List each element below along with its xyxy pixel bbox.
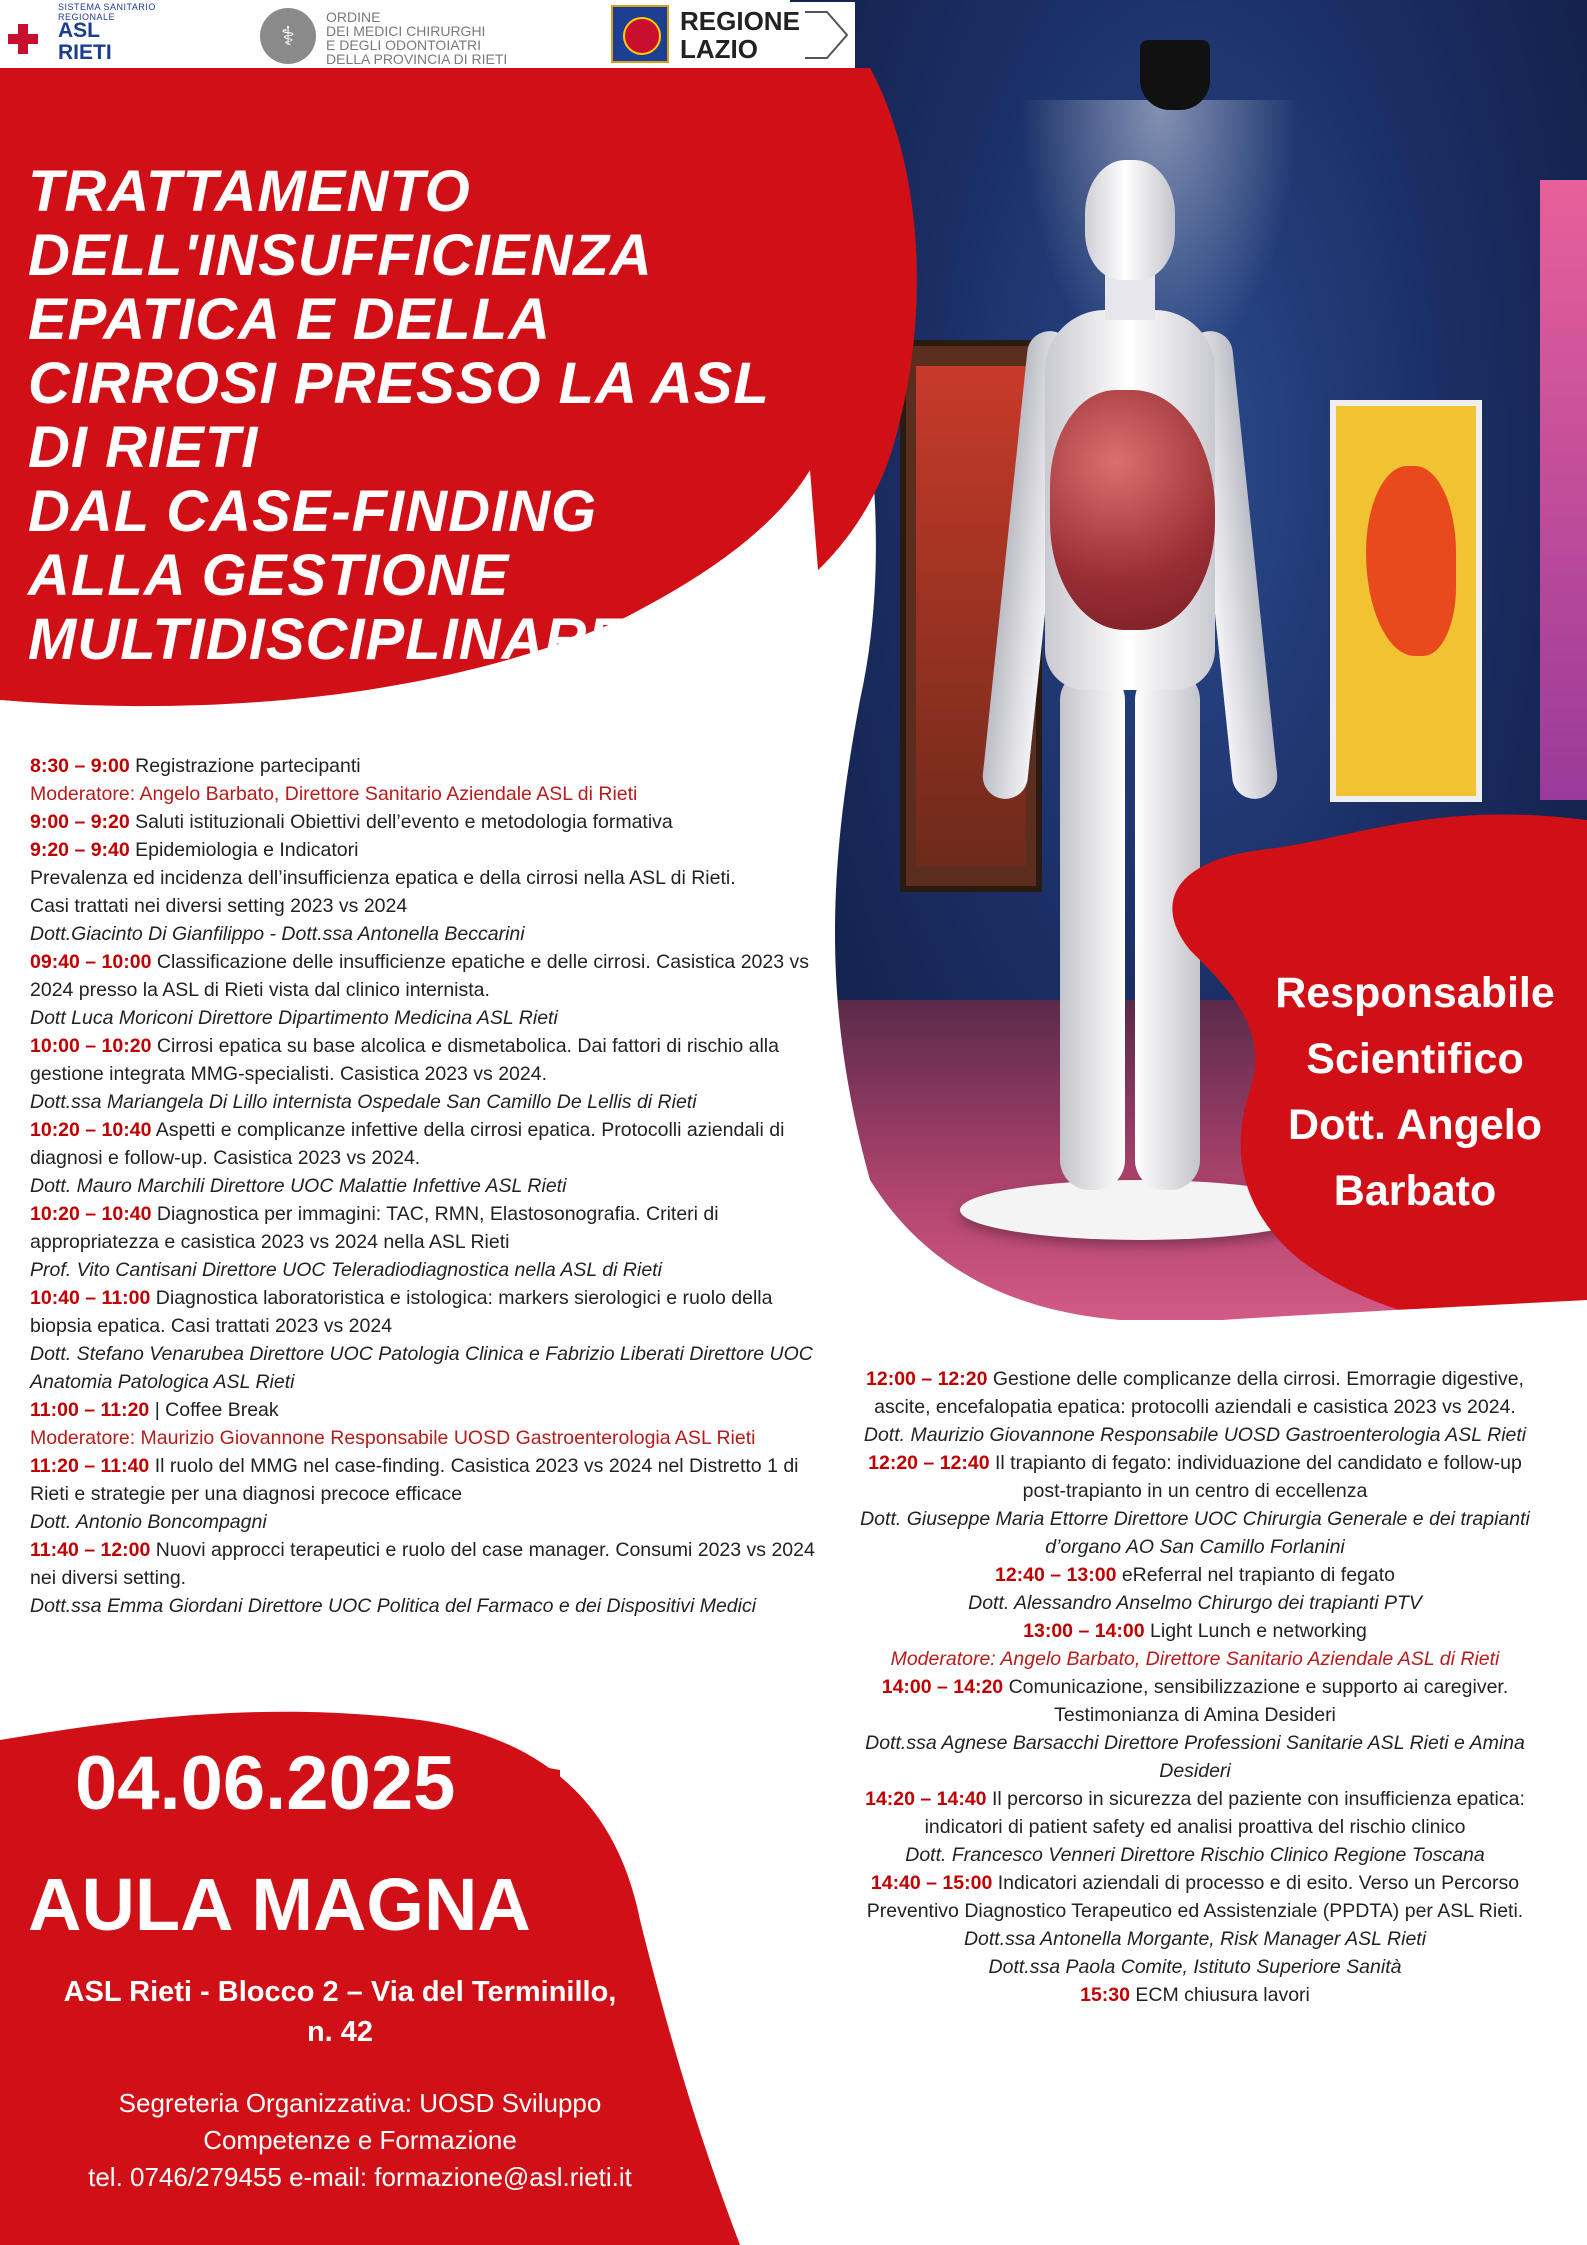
title-line: ALLA GESTIONE (28, 543, 510, 608)
title-line: TRATTAMENTO (28, 159, 471, 224)
regione-label: REGIONE (680, 6, 800, 36)
session-speaker: Dott.ssa Antonella Morgante, Risk Manager ASL Rieti (963, 1928, 1427, 1950)
scientific-lead-line: Responsabile (1275, 969, 1555, 1017)
session-topic: Il ruolo del MMG nel case-finding. Casistica 2023 vs 2024 nel Distretto 1 di Rieti e strategie per una diagnosi precoce efficace (30, 1455, 799, 1505)
session-speaker: Dott.ssa Agnese Barsacchi Direttore Professioni Sanitarie ASL Rieti e Amina Desideri (865, 1732, 1525, 1782)
session-topic: ECM chiusura lavori (1129, 1984, 1310, 2006)
event-address (0, 1972, 680, 2052)
program-session (30, 1536, 820, 1592)
session-time: 15:30 (1080, 1984, 1130, 2006)
session-topic: Registrazione partecipanti (129, 755, 361, 777)
session-description: Prevalenza ed incidenza dell’insufficienza epatica e della cirrosi nella ASL di Rieti. (30, 867, 736, 889)
session-time: 12:00 – 12:20 (866, 1368, 988, 1390)
session-topic: | Coffee Break (149, 1399, 279, 1421)
asl-city-label: RIETI (58, 41, 112, 64)
program-session (30, 808, 820, 836)
session-time: 09:40 – 10:00 (30, 951, 152, 973)
session-time: 12:20 – 12:40 (868, 1452, 990, 1474)
session-speaker: Prof. Vito Cantisani Direttore UOC Teleradiodiagnostica nella ASL di Rieti (30, 1259, 662, 1281)
session-time: 8:30 – 9:00 (30, 755, 130, 777)
asl-system-label: SISTEMA SANITARIO REGIONALE (58, 2, 156, 22)
ordine-medici-logo (260, 6, 590, 68)
program-afternoon (855, 1365, 1535, 2009)
session-speaker: Dott.ssa Paola Comite, Istituto Superiore Sanità (988, 1956, 1402, 1978)
session-time: 12:40 – 13:00 (994, 1564, 1117, 1586)
program-session (855, 1673, 1535, 1729)
program-session (30, 1032, 820, 1088)
program-morning (30, 752, 820, 1620)
program-session (30, 1396, 820, 1424)
title-line: EPATICA E DELLA (28, 287, 552, 352)
secretariat-line: Competenze e Formazione (203, 2125, 517, 2155)
session-topic: Light Lunch e networking (1144, 1620, 1367, 1642)
event-venue: AULA MAGNA (28, 1863, 531, 1946)
program-session (30, 948, 820, 1004)
session-time: 10:00 – 10:20 (30, 1035, 152, 1057)
title-line: DAL CASE-FINDING (28, 479, 598, 544)
session-speaker: Dott. Francesco Venneri Direttore Rischio Clinico Regione Toscana (905, 1844, 1485, 1866)
session-topic: Indicatori aziendali di processo e di esito. Verso un Percorso Preventivo Diagnostico Terapeutico ed Assistenziale (PPDTA) per ASL Rieti. (866, 1872, 1524, 1922)
scientific-lead-line: Dott. Angelo (1288, 1101, 1542, 1149)
program-session (30, 836, 820, 864)
organizing-secretariat (0, 2085, 720, 2196)
session-speaker: Dott. Stefano Venarubea Direttore UOC Patologia Clinica e Fabrizio Liberati Direttore UOC Anatomia Patologica ASL Rieti (30, 1343, 813, 1393)
program-session (855, 1365, 1535, 1421)
event-date: 04.06.2025 (75, 1741, 456, 1826)
asl-name-label: ASL (58, 19, 100, 42)
session-topic: Gestione delle complicanze della cirrosi. Emorragie digestive, ascite, encefalopatia epatica: protocolli aziendali e casistica 2023 vs 2024. (874, 1368, 1524, 1418)
session-time: 9:20 – 9:40 (30, 839, 130, 861)
session-time: 14:20 – 14:40 (865, 1788, 987, 1810)
scientific-lead-line: Barbato (1333, 1167, 1497, 1215)
session-time: 11:00 – 11:20 (30, 1399, 150, 1421)
title-line: DI RIETI (28, 415, 259, 480)
session-topic: Epidemiologia e Indicatori (129, 839, 359, 861)
session-topic: Diagnostica per immagini: TAC, RMN, Elastosonografia. Criteri di appropriatezza e casistica 2023 vs 2024 nella ASL Rieti (30, 1203, 719, 1253)
title-line: MULTIDISCIPLINARE (28, 607, 628, 672)
address-line: ASL Rieti - Blocco 2 – Via del Terminillo, (63, 1976, 617, 2008)
scientific-lead (1250, 960, 1580, 1224)
program-session (30, 1452, 820, 1508)
session-time: 14:40 – 15:00 (870, 1872, 993, 1894)
session-topic: Nuovi approcci terapeutici e ruolo del case manager. Consumi 2023 vs 2024 nei diversi setting. (30, 1539, 815, 1589)
program-session (30, 1200, 820, 1256)
medical-cross-icon (8, 24, 38, 54)
session-time: 11:20 – 11:40 (30, 1455, 150, 1477)
regione-lazio-logo (608, 2, 855, 68)
session-topic: Saluti istituzionali Obiettivi dell’evento e metodologia formativa (129, 811, 673, 833)
program-session (855, 1869, 1535, 1925)
session-topic: eReferral nel trapianto di fegato (1116, 1564, 1396, 1586)
session-speaker: Dott.ssa Mariangela Di Lillo internista Ospedale San Camillo De Lellis di Rieti (30, 1091, 697, 1113)
session-time: 11:40 – 12:00 (30, 1539, 151, 1561)
session-moderator: Moderatore: Maurizio Giovannone Responsabile UOSD Gastroenterologia ASL Rieti (30, 1427, 756, 1449)
caduceus-icon: ⚕ (260, 8, 316, 64)
session-time: 9:00 – 9:20 (30, 811, 130, 833)
session-topic: Cirrosi epatica su base alcolica e dismetabolica. Dai fattori di rischio alla gestione integrata MMG-specialisti. Casistica 2023 vs 2024. (30, 1035, 779, 1085)
scientific-lead-line: Scientifico (1306, 1035, 1524, 1083)
omceo-line: E DEGLI ODONTOIATRI (326, 37, 482, 53)
session-moderator: Moderatore: Angelo Barbato, Direttore Sanitario Aziendale ASL di Rieti (30, 783, 638, 805)
omceo-line: ORDINE (326, 9, 381, 25)
session-speaker: Dott. Maurizio Giovannone Responsabile UOSD Gastroenterologia ASL Rieti (863, 1424, 1527, 1446)
session-topic: Il percorso in sicurezza del paziente con insufficienza epatica: indicatori di patient safety ed analisi proattiva del rischio clinico (924, 1788, 1525, 1838)
program-session (855, 1785, 1535, 1841)
session-speaker: Dott Luca Moriconi Direttore Dipartimento Medicina ASL Rieti (30, 1007, 558, 1029)
session-time: 10:20 – 10:40 (30, 1119, 152, 1141)
session-speaker: Dott. Mauro Marchili Direttore UOC Malattie Infettive ASL Rieti (30, 1175, 567, 1197)
secretariat-contact[interactable]: tel. 0746/279455 e-mail: formazione@asl.rieti.it (88, 2162, 632, 2192)
session-speaker: Dott.Giacinto Di Gianfilippo - Dott.ssa Antonella Beccarini (30, 923, 525, 945)
session-moderator: Moderatore: Angelo Barbato, Direttore Sanitario Aziendale ASL di Rieti (890, 1648, 1500, 1670)
session-topic: Aspetti e complicanze infettive della cirrosi epatica. Protocolli aziendali di diagnosi e follow-up. Casistica 2023 vs 2024. (30, 1119, 785, 1169)
session-topic: Diagnostica laboratoristica e istologica: markers sierologici e ruolo della biopsia epatica. Casi trattati 2023 vs 2024 (30, 1287, 773, 1337)
session-speaker: Dott.ssa Emma Giordani Direttore UOC Politica del Farmaco e dei Dispositivi Medici (30, 1595, 757, 1617)
session-time: 13:00 – 14:00 (1023, 1620, 1145, 1642)
title-line: CIRROSI PRESSO LA ASL (28, 351, 770, 416)
omceo-line: DELLA PROVINCIA DI RIETI (326, 51, 508, 67)
session-speaker: Dott. Alessandro Anselmo Chirurgo dei trapianti PTV (968, 1592, 1422, 1614)
session-topic: Classificazione delle insufficienze epatiche e delle cirrosi. Casistica 2023 vs 2024 presso la ASL di Rieti vista dal clinico internista. (30, 951, 809, 1001)
session-time: 10:40 – 11:00 (30, 1287, 151, 1309)
lazio-label: LAZIO (680, 34, 758, 64)
title-line: DELL'INSUFFICIENZA (28, 223, 653, 288)
address-line: n. 42 (306, 2016, 374, 2048)
program-session (30, 1284, 820, 1340)
program-session (855, 1449, 1535, 1505)
session-topic: Il trapianto di fegato: individuazione del candidato e follow-up post-trapianto in un centro di eccellenza (989, 1452, 1522, 1502)
regione-seal-icon (611, 5, 669, 63)
event-title (28, 160, 828, 672)
program-session (855, 1981, 1535, 2009)
program-session (30, 752, 820, 780)
session-topic: Comunicazione, sensibilizzazione e supporto ai caregiver. Testimonianza di Amina Desideri (1003, 1676, 1509, 1726)
session-speaker: Dott. Giuseppe Maria Ettorre Direttore UOC Chirurgia Generale e dei trapianti d’organo AO San Camillo Forlanini (860, 1508, 1530, 1558)
program-session (30, 1116, 820, 1172)
secretariat-line: Segreteria Organizzativa: UOSD Sviluppo (118, 2088, 602, 2118)
regione-circuit-icon (803, 8, 851, 62)
omceo-line: DEI MEDICI CHIRURGHI (326, 23, 486, 39)
session-time: 14:00 – 14:20 (881, 1676, 1004, 1698)
program-session (855, 1617, 1535, 1645)
session-description: Casi trattati nei diversi setting 2023 vs 2024 (30, 895, 408, 917)
asl-rieti-logo (0, 0, 215, 68)
session-time: 10:20 – 10:40 (30, 1203, 152, 1225)
session-speaker: Dott. Antonio Boncompagni (30, 1511, 267, 1533)
program-session (855, 1561, 1535, 1589)
